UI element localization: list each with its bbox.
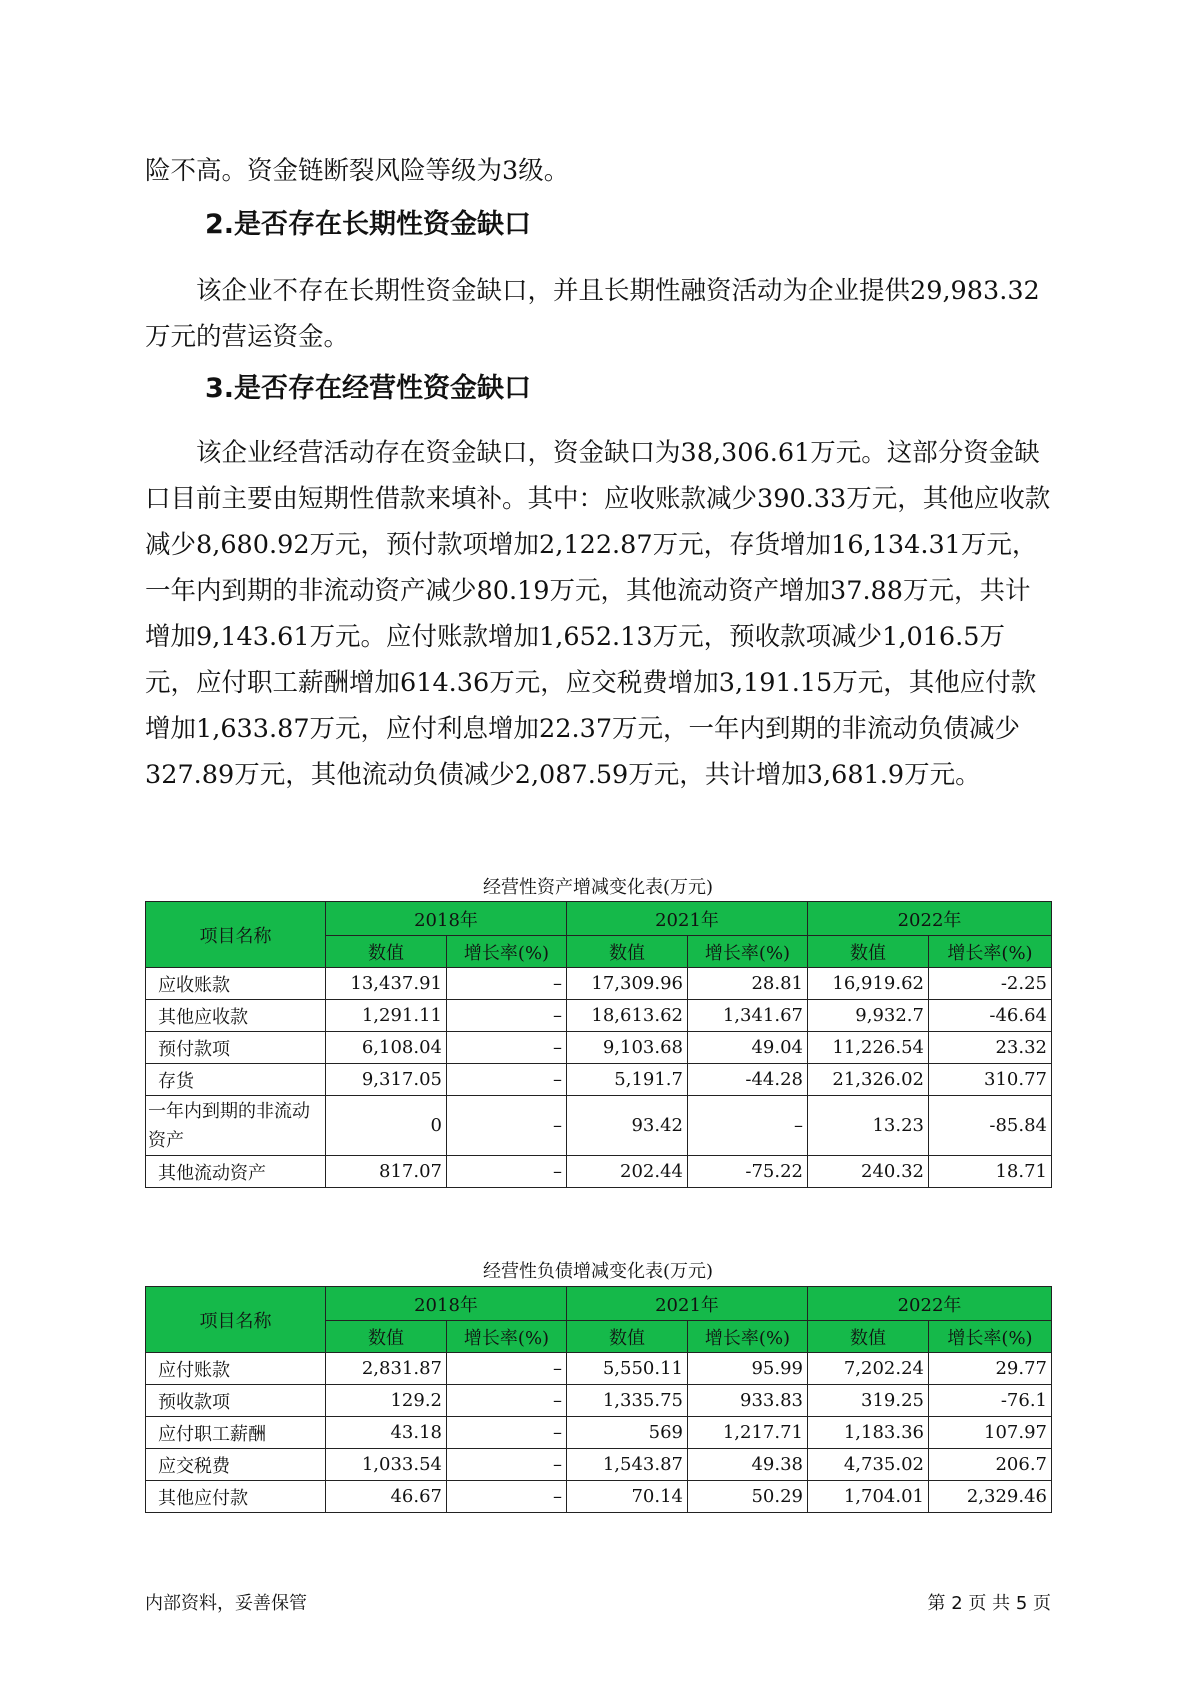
table-row: [146, 1156, 1052, 1188]
asset-change-table: [145, 901, 1052, 1188]
cell-growth-rate: 49.38: [688, 1449, 808, 1481]
cell-value: 43.18: [326, 1417, 447, 1449]
header-year-2018: 2018年: [326, 902, 567, 936]
header-growth: 增长率(%): [688, 1321, 808, 1353]
cell-value: 7,202.24: [808, 1353, 929, 1385]
cell-value: 11,226.54: [808, 1032, 929, 1064]
cell-value: 9,317.05: [326, 1064, 447, 1096]
header-value: 数值: [567, 1321, 688, 1353]
header-growth: 增长率(%): [929, 936, 1052, 968]
table-row: [146, 1353, 1052, 1385]
cell-growth-rate: 50.29: [688, 1481, 808, 1513]
cell-value: 1,543.87: [567, 1449, 688, 1481]
cell-value: 129.2: [326, 1385, 447, 1417]
paragraph-risk-level: 险不高。资金链断裂风险等级为3级。: [145, 156, 570, 186]
cell-value: 9,103.68: [567, 1032, 688, 1064]
cell-value: 1,335.75: [567, 1385, 688, 1417]
cell-growth-rate: 1,217.71: [688, 1417, 808, 1449]
table-row: [146, 1417, 1052, 1449]
table-row: [146, 1032, 1052, 1064]
header-value: 数值: [326, 1321, 447, 1353]
table-row: [146, 968, 1052, 1000]
row-item-name: 应付账款: [146, 1353, 326, 1385]
cell-growth-rate: 18.71: [929, 1156, 1052, 1188]
cell-value: 569: [567, 1417, 688, 1449]
heading-operating-gap: 3.是否存在经营性资金缺口: [205, 373, 532, 404]
cell-value: 5,550.11: [567, 1353, 688, 1385]
cell-value: 4,735.02: [808, 1449, 929, 1481]
header-item-name: 项目名称: [146, 902, 326, 968]
header-value: 数值: [326, 936, 447, 968]
cell-growth-rate: 206.7: [929, 1449, 1052, 1481]
row-item-name: 存货: [146, 1064, 326, 1096]
cell-growth-rate: -2.25: [929, 968, 1052, 1000]
cell-growth-rate: –: [447, 1096, 567, 1156]
cell-value: 1,704.01: [808, 1481, 929, 1513]
cell-growth-rate: –: [447, 968, 567, 1000]
cell-growth-rate: 49.04: [688, 1032, 808, 1064]
header-growth: 增长率(%): [688, 936, 808, 968]
cell-value: 70.14: [567, 1481, 688, 1513]
cell-value: 13.23: [808, 1096, 929, 1156]
table-row: [146, 1000, 1052, 1032]
cell-growth-rate: -75.22: [688, 1156, 808, 1188]
liability-change-table: [145, 1286, 1052, 1513]
cell-value: 21,326.02: [808, 1064, 929, 1096]
footer-page-number: 第 2 页 共 5 页: [927, 1593, 1051, 1614]
row-item-name: 预付款项: [146, 1032, 326, 1064]
cell-growth-rate: 2,329.46: [929, 1481, 1052, 1513]
cell-value: 240.32: [808, 1156, 929, 1188]
cell-value: 18,613.62: [567, 1000, 688, 1032]
header-growth: 增长率(%): [447, 936, 567, 968]
cell-growth-rate: 29.77: [929, 1353, 1052, 1385]
row-item-name: 其他流动资产: [146, 1156, 326, 1188]
row-item-name: 应付职工薪酬: [146, 1417, 326, 1449]
cell-value: 16,919.62: [808, 968, 929, 1000]
cell-growth-rate: –: [447, 1481, 567, 1513]
table-row: [146, 1449, 1052, 1481]
heading-long-term-gap: 2.是否存在长期性资金缺口: [205, 209, 532, 240]
cell-growth-rate: -76.1: [929, 1385, 1052, 1417]
cell-growth-rate: 1,341.67: [688, 1000, 808, 1032]
cell-growth-rate: –: [688, 1096, 808, 1156]
cell-value: 0: [326, 1096, 447, 1156]
cell-growth-rate: –: [447, 1000, 567, 1032]
cell-growth-rate: 310.77: [929, 1064, 1052, 1096]
cell-value: 1,183.36: [808, 1417, 929, 1449]
cell-value: 1,291.11: [326, 1000, 447, 1032]
cell-value: 1,033.54: [326, 1449, 447, 1481]
cell-growth-rate: –: [447, 1417, 567, 1449]
paragraph-operating-gap: 该企业经营活动存在资金缺口，资金缺口为38,306.61万元。这部分资金缺口目前主要由短期性借款来填补。其中：应收账款减少390.33万元，其他应收款减少8,680.92万元，预付款项增加2,122.87万元，存货增加16,134.31万元，一年内到期的非流动资产减少80.19万元，其他流动资产增加37.88万元，共计增加9,143.61万元。应付账款增加1,652.13万元，预收款项减少1,016.5万元，应付职工薪酬增加614.36万元，应交税费增加3,191.15万元，其他应付款增加1,633.87万元，应付利息增加22.37万元，一年内到期的非流动负债减少327.89万元，其他流动负债减少2,087.59万元，共计增加3,681.9万元。: [145, 438, 1051, 790]
cell-value: 93.42: [567, 1096, 688, 1156]
cell-value: 9,932.7: [808, 1000, 929, 1032]
header-year-2018: 2018年: [326, 1287, 567, 1321]
table-row: [146, 1481, 1052, 1513]
row-item-name: 应收账款: [146, 968, 326, 1000]
cell-value: 319.25: [808, 1385, 929, 1417]
cell-growth-rate: 107.97: [929, 1417, 1052, 1449]
table-row: [146, 1064, 1052, 1096]
cell-growth-rate: 933.83: [688, 1385, 808, 1417]
cell-value: 17,309.96: [567, 968, 688, 1000]
cell-growth-rate: –: [447, 1385, 567, 1417]
table-row: [146, 1385, 1052, 1417]
cell-value: 817.07: [326, 1156, 447, 1188]
header-year-2022: 2022年: [808, 1287, 1052, 1321]
header-growth: 增长率(%): [447, 1321, 567, 1353]
header-year-2021: 2021年: [567, 902, 808, 936]
paragraph-long-term-gap: 该企业不存在长期性资金缺口，并且长期性融资活动为企业提供29,983.32万元的营运资金。: [145, 276, 1040, 352]
header-year-2021: 2021年: [567, 1287, 808, 1321]
cell-growth-rate: -85.84: [929, 1096, 1052, 1156]
header-year-2022: 2022年: [808, 902, 1052, 936]
asset-table-title: 经营性资产增减变化表(万元): [482, 877, 714, 898]
cell-growth-rate: 23.32: [929, 1032, 1052, 1064]
header-value: 数值: [567, 936, 688, 968]
cell-growth-rate: –: [447, 1064, 567, 1096]
header-value: 数值: [808, 936, 929, 968]
cell-value: 46.67: [326, 1481, 447, 1513]
cell-growth-rate: -46.64: [929, 1000, 1052, 1032]
table-row: [146, 1096, 1052, 1156]
cell-value: 6,108.04: [326, 1032, 447, 1064]
cell-value: 5,191.7: [567, 1064, 688, 1096]
header-growth: 增长率(%): [929, 1321, 1052, 1353]
cell-growth-rate: 95.99: [688, 1353, 808, 1385]
row-item-name: 其他应收款: [146, 1000, 326, 1032]
cell-value: 202.44: [567, 1156, 688, 1188]
cell-growth-rate: –: [447, 1449, 567, 1481]
cell-value: 2,831.87: [326, 1353, 447, 1385]
row-item-name: 应交税费: [146, 1449, 326, 1481]
header-value: 数值: [808, 1321, 929, 1353]
cell-growth-rate: –: [447, 1353, 567, 1385]
cell-value: 13,437.91: [326, 968, 447, 1000]
row-item-name: 一年内到期的非流动资产: [146, 1096, 326, 1156]
row-item-name: 预收款项: [146, 1385, 326, 1417]
liability-table-title: 经营性负债增减变化表(万元): [482, 1261, 714, 1282]
cell-growth-rate: –: [447, 1032, 567, 1064]
header-item-name: 项目名称: [146, 1287, 326, 1353]
row-item-name: 其他应付款: [146, 1481, 326, 1513]
cell-growth-rate: 28.81: [688, 968, 808, 1000]
cell-growth-rate: –: [447, 1156, 567, 1188]
cell-growth-rate: -44.28: [688, 1064, 808, 1096]
footer-confidential: 内部资料，妥善保管: [145, 1593, 307, 1614]
